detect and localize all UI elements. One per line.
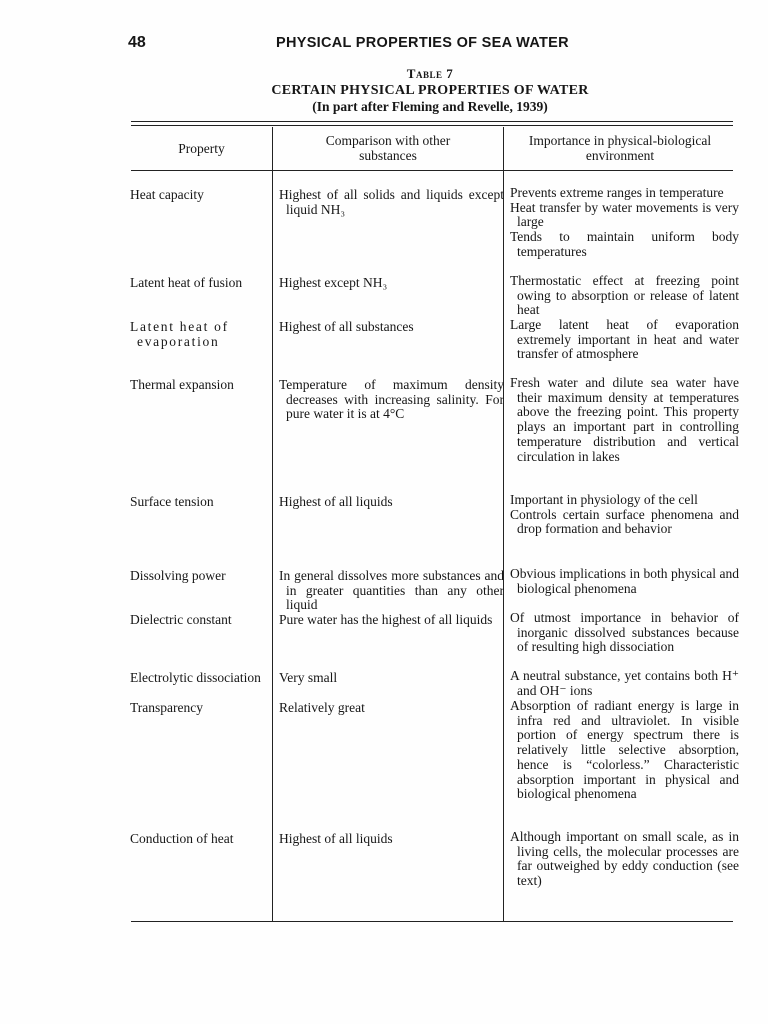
row-importance [510, 186, 739, 260]
importance-entry: Prevents extreme ranges in temperature [510, 185, 724, 200]
row-property: Latent heat of evaporation [130, 319, 229, 349]
row-comparison: Relatively great [279, 700, 365, 715]
importance-entry: Of utmost importance in behavior of inorganic dissolved substances because of resulting high dissociation [510, 610, 739, 655]
importance-entry: Absorption of radiant energy is large in infra red and ultraviolet. In visible portion of energy spectrum there is relatively little selective absorption, hence is “colorless.” Characteristic absorption important in physical and biological phenomena [510, 698, 739, 802]
column-divider-2 [503, 127, 504, 921]
row-importance [510, 493, 739, 537]
row-importance [510, 376, 739, 464]
row-comparison: Very small [279, 670, 338, 685]
row-comparison: Highest except NH₃ [279, 275, 388, 290]
row-property: Conduction of heat [130, 831, 234, 846]
importance-entry: Controls certain surface phenomena and drop formation and behavior [510, 506, 739, 537]
importance-entry: Important in physiology of the cell [510, 492, 698, 507]
row-property: Surface tension [130, 494, 214, 509]
importance-entry: Large latent heat of evaporation extremely important in heat and water transfer of atmosphere [510, 317, 739, 362]
column-header-comparison: Comparison with other substances [325, 133, 451, 163]
row-property: Transparency [130, 700, 203, 715]
table-subtitle: (In part after Fleming and Revelle, 1939) [312, 99, 548, 114]
header-bottom-rule [131, 170, 733, 171]
running-head: PHYSICAL PROPERTIES OF SEA WATER [276, 35, 569, 51]
importance-entry: Obvious implications in both physical and biological phenomena [510, 566, 739, 596]
importance-entry: Thermostatic effect at freezing point owing to absorption or release of latent heat [510, 273, 739, 318]
importance-entry: Although important on small scale, as in living cells, the molecular processes are far outweighed by eddy conduction (see text) [510, 829, 739, 889]
column-header-importance: Importance in physical-biological environment [528, 133, 712, 163]
row-importance [510, 830, 739, 889]
importance-entry: Tends to maintain uniform body temperatures [510, 229, 739, 259]
row-property: Heat capacity [130, 187, 204, 202]
row-comparison: Highest of all substances [279, 319, 414, 334]
row-importance [510, 669, 739, 698]
table-top-rule-inner [131, 125, 733, 126]
row-importance [510, 611, 739, 655]
page-header [128, 34, 732, 54]
importance-entry: A neutral substance, yet contains both H⁺ and OH⁻ ions [510, 668, 739, 698]
row-property: Thermal expansion [130, 377, 234, 392]
row-comparison: Pure water has the highest of all liquids [279, 612, 493, 627]
row-importance [510, 274, 739, 318]
row-property: Dissolving power [130, 568, 226, 583]
row-comparison: In general dissolves more substances and in greater quantities than any other liquid [279, 568, 504, 613]
table-label: Table 7 [406, 66, 454, 81]
row-property: Electrolytic dissociation [130, 670, 261, 685]
row-comparison: Temperature of maximum density decreases with increasing salinity. For pure water it is at 4°C [279, 377, 504, 422]
importance-entry: Fresh water and dilute sea water have their maximum density at temperatures above the freezing point. This property plays an important part in controlling temperature distribution and vertical circulation in lakes [510, 375, 739, 464]
row-importance [510, 699, 739, 802]
table-bottom-rule [131, 921, 733, 922]
page-number: 48 [128, 34, 146, 51]
row-property: Latent heat of fusion [130, 275, 243, 290]
table-title: CERTAIN PHYSICAL PROPERTIES OF WATER [271, 83, 589, 98]
column-divider-1 [272, 127, 273, 921]
row-comparison: Highest of all solids and liquids except liquid NH₃ [279, 187, 504, 217]
row-importance [510, 318, 739, 362]
row-comparison: Highest of all liquids [279, 494, 393, 509]
row-property: Dielectric constant [130, 612, 232, 627]
row-comparison: Highest of all liquids [279, 831, 393, 846]
importance-entry: Heat transfer by water movements is very large [510, 199, 739, 230]
row-importance [510, 567, 739, 596]
table-top-rule [131, 121, 733, 122]
column-header-property: Property [178, 141, 225, 156]
